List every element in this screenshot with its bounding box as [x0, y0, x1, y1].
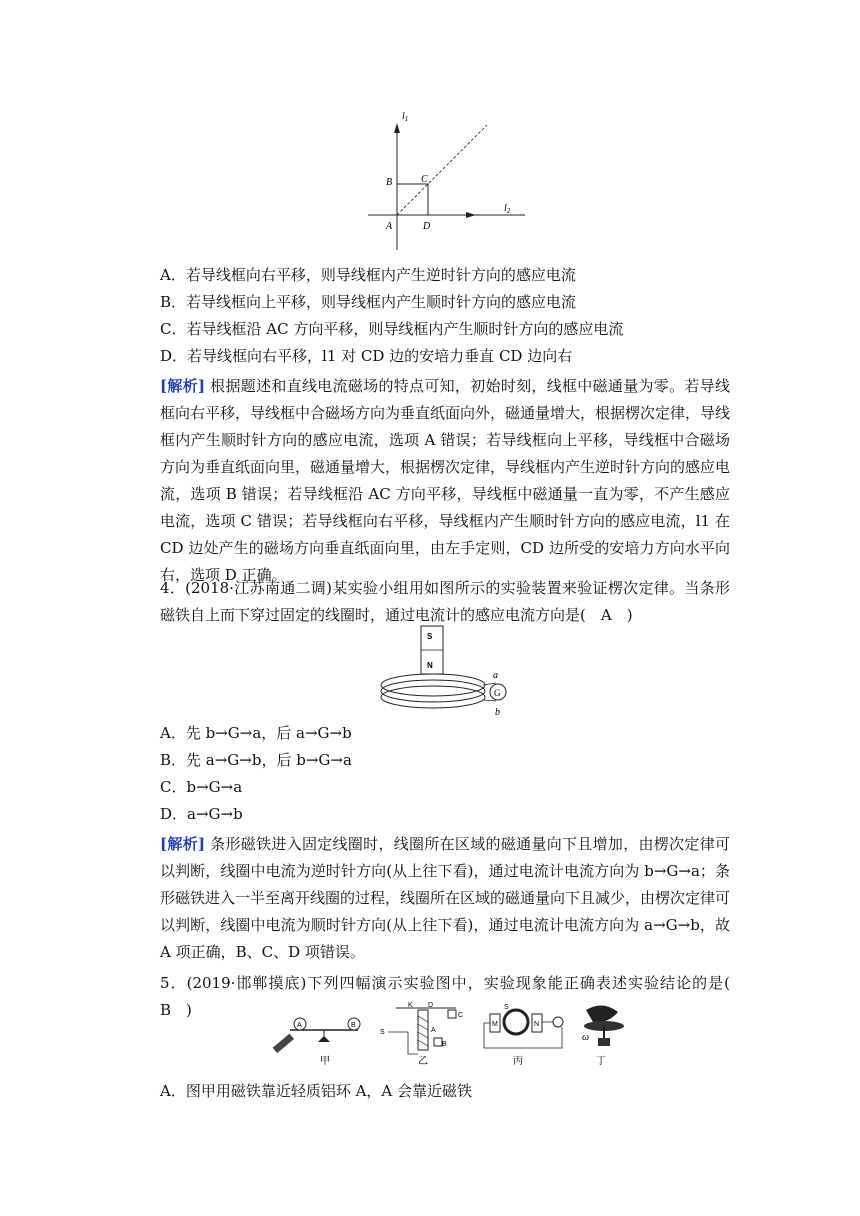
- q3-analysis: [160, 373, 730, 589]
- q4-option-b: B．先 a→G→b，后 b→G→a: [160, 751, 352, 769]
- q5-stem: 5．(2019·邯郸摸底)下列四幅演示实验图中，实验现象能正确表述实验结论的是( B ): [160, 974, 746, 1019]
- label-D: D: [423, 221, 431, 232]
- q4-analysis: [160, 831, 730, 966]
- label-b: b: [495, 707, 500, 718]
- q3-option-c: C．若导线框沿 AC 方向平移，则导线框内产生顺时针方向的感应电流: [160, 320, 624, 338]
- analysis-tag: [解析]: [160, 835, 206, 853]
- coil-ring-3: [381, 686, 485, 708]
- svg-text:丙: 丙: [513, 1056, 523, 1067]
- svg-text:N: N: [534, 1021, 540, 1028]
- diagonal-dashed: [397, 125, 487, 215]
- q3-option-b: B．若导线框向上平移，则导线框内产生顺时针方向的感应电流: [160, 293, 577, 311]
- svg-text:B: B: [442, 1041, 447, 1048]
- analysis-tag: [解析]: [160, 377, 206, 395]
- q3-option-d: D．若导线框向右平移，l1 对 CD 边的安培力垂直 CD 边向右: [160, 347, 573, 365]
- galvanometer-g: G: [494, 688, 501, 698]
- svg-text:D: D: [428, 1002, 434, 1009]
- label-A: A: [386, 221, 393, 232]
- wire-l1-arrow: [394, 123, 400, 133]
- experiment-yi: [380, 1002, 463, 1067]
- label-l1: $l_1$: [402, 111, 409, 123]
- coil-wire-b: [483, 700, 496, 701]
- experiment-jia: [273, 1018, 360, 1067]
- svg-text:甲: 甲: [320, 1056, 330, 1067]
- coil-ring-1: [381, 674, 485, 696]
- label-B: B: [386, 177, 393, 188]
- figure-magnet-coil: [378, 625, 518, 720]
- svg-text:乙: 乙: [418, 1056, 428, 1067]
- label-a: a: [493, 670, 498, 681]
- analysis-text: 条形磁铁进入固定线圈时，线圈所在区域的磁通量向下且增加，由楞次定律可以判断，线圈中电流为逆时针方向(从上往下看)，通过电流计电流方向为 b→G→a；条形磁铁进入一半至离开线圈的过程，线圈所在区域的磁通量向下且减少，由楞次定律可以判断，线圈中电流为顺时针方向(从上往下看)，通过电流计电流方向为 a→G→b，故 A 项正确，B、C、D 项错误。: [160, 835, 731, 961]
- label-C: C: [421, 174, 428, 185]
- q5-option-a: A．图甲用磁铁靠近轻质铝环 A，A 会靠近磁铁: [160, 1082, 473, 1100]
- experiment-ding: [582, 1005, 624, 1067]
- svg-text:ω: ω: [582, 1032, 590, 1043]
- label-l2: $l_2$: [504, 203, 511, 215]
- figure-four-experiments: [268, 1002, 648, 1072]
- svg-text:S: S: [380, 1029, 385, 1036]
- coil-ring-2: [381, 680, 485, 702]
- analysis-text: 根据题述和直线电流磁场的特点可知，初始时刻，线框中磁通量为零。若导线框向右平移，导线框中合磁场方向为垂直纸面向外，磁通量增大，根据楞次定律，导线框内产生顺时针方向的感应电流，选项 A 错误；若导线框向上平移，导线框中合磁场方向为垂直纸面向里，磁通量增大，根据楞次定律，导线框内产生逆时针方向的感应电流，选项 B 错误；若导线框沿 AC 方向平移，导线框中磁通量一直为零，不产生感应电流，选项 C 错误；若导线框向右平移，导线框内产生顺时针方向的感应电流，l1 在 CD 边处产生的磁场方向垂直纸面向里，由左手定则，CD 边所受的安培力方向水平向右，选项 D 正确。: [160, 377, 731, 584]
- wire-l2-arrow: [466, 212, 476, 218]
- svg-text:K: K: [408, 1002, 413, 1009]
- magnet-n: N: [427, 661, 433, 670]
- experiment-bing: [484, 1004, 563, 1067]
- svg-text:S: S: [504, 1004, 509, 1011]
- magnet-s: S: [427, 632, 433, 641]
- q4-stem: 4．(2018·江苏南通二调)某实验小组用如图所示的实验装置来验证楞次定律。当条形磁铁自上而下穿过固定的线圈时，通过电流计的感应电流方向是( A ): [160, 579, 730, 624]
- svg-text:B: B: [351, 1022, 356, 1029]
- svg-text:C: C: [458, 1012, 464, 1019]
- figure-wires-frame: [360, 105, 530, 255]
- svg-text:丁: 丁: [596, 1056, 606, 1067]
- q4-option-d: D．a→G→b: [160, 805, 243, 823]
- svg-text:A: A: [431, 1027, 436, 1034]
- q4-option-c: C．b→G→a: [160, 778, 243, 796]
- q3-option-a: A．若导线框向右平移，则导线框内产生逆时针方向的感应电流: [160, 266, 576, 284]
- svg-text:M: M: [492, 1021, 498, 1028]
- svg-text:A: A: [297, 1022, 302, 1029]
- q4-option-a: A．先 b→G→a，后 a→G→b: [160, 724, 352, 742]
